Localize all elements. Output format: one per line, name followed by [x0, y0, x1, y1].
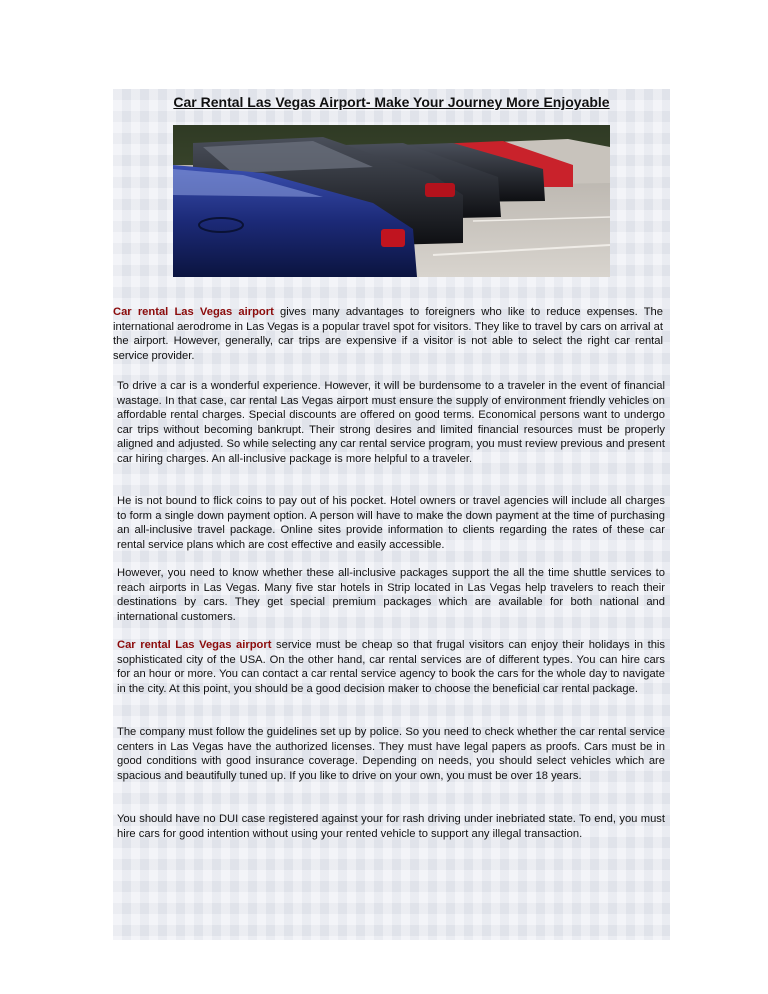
paragraph-7: You should have no DUI case registered against your for rash driving under inebriated state. To end, you must hire cars for good intention without using your rented vehicle to support any illegal transaction. [117, 813, 665, 840]
paragraph-5 [117, 638, 665, 696]
paragraph-4: However, you need to know whether these all-inclusive packages support the all the time shuttle services to reach airports in Las Vegas. Many five star hotels in Strip located in Las Vegas help travelers to reach their destinations by cars. They get special premium packages which are available for both national and international customers. [117, 567, 665, 623]
paragraph-6: The company must follow the guidelines set up by police. So you need to check whether the car rental service centers in Las Vegas have the authorized licenses. They must have legal papers as proofs. Cars must be in good conditions with good insurance coverage. Depending on needs, you should select vehicles which are spacious and beautifully tuned up. If you like to drive on your own, you must be over 18 years. [117, 726, 665, 782]
keyword-link-1: Car rental Las Vegas airport [113, 306, 274, 318]
paragraph-1 [113, 305, 663, 363]
document-title: Car Rental Las Vegas Airport- Make Your Journey More Enjoyable [173, 94, 610, 110]
paragraph-5-text: service must be cheap so that frugal visitors can enjoy their holidays in this sophisticated city of the USA. On the other hand, car rental services are of different types. You can hire cars for an hour or more. You can contact a car rental service agency to book the cars for the whole day to navigate in the city. At this point, you should be a good decision maker to choose the beneficial car rental package. [117, 639, 665, 695]
cars-photo-graphic [173, 125, 610, 277]
paragraph-1-text: gives many advantages to foreigners who like to reduce expenses. The international aerodrome in Las Vegas is a popular travel spot for visitors. They like to travel by cars on arrival at the airport. However, generally, car trips are expensive if a visitor is not able to select the right car rental service provider. [113, 306, 663, 362]
keyword-link-2: Car rental Las Vegas airport [117, 639, 272, 651]
cars-photo [173, 125, 610, 277]
document-page [113, 89, 670, 940]
paragraph-3: He is not bound to flick coins to pay out of his pocket. Hotel owners or travel agencies will include all charges to form a single down payment option. A person will have to make the down payment at the time of purchasing an all-inclusive travel package. Online sites provide information to clients regarding the rates of these car rental service plans which are cost effective and easily accessible. [117, 495, 665, 551]
paragraph-2: To drive a car is a wonderful experience. However, it will be burdensome to a traveler in the event of financial wastage. In that case, car rental Las Vegas airport must ensure the supply of environment friendly vehicles on affordable rental charges. Special discounts are offered on good terms. Economical persons want to undergo car trips without becoming bankrupt. Their strong desires and limited financial resources must be properly aligned and adjusted. So while selecting any car rental service program, you must review previous and present car hiring charges. An all-inclusive package is more helpful to a traveler. [117, 380, 665, 465]
